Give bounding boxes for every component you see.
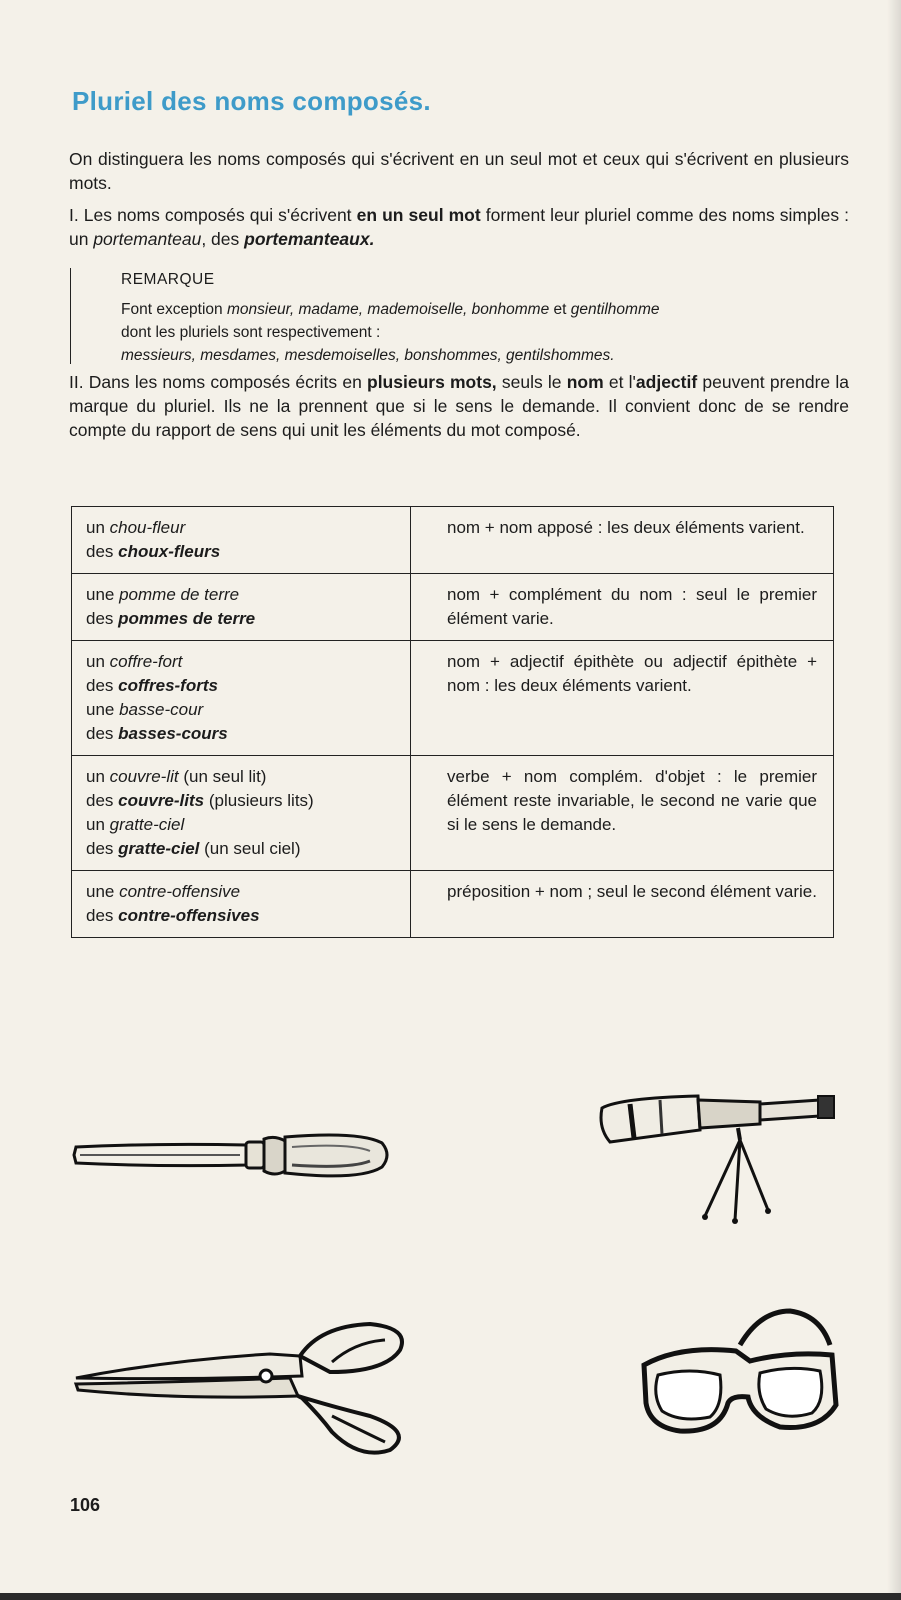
example-line <box>86 607 394 631</box>
section-one-sep: , des <box>201 229 245 249</box>
section-one-example-plural: portemanteaux. <box>244 229 375 249</box>
remark-lead: Font exception <box>121 301 227 318</box>
example-determiner: une <box>86 700 120 719</box>
example-plural-word: coffres-forts <box>118 676 218 695</box>
example-line <box>86 674 394 698</box>
examples-cell <box>72 574 411 641</box>
example-determiner: un <box>86 815 110 834</box>
section-two-mid-2: et l' <box>603 372 636 392</box>
example-determiner: des <box>86 676 119 695</box>
example-line <box>86 813 394 837</box>
example-note: (plusieurs lits) <box>204 791 314 810</box>
example-note: (un seul ciel) <box>199 839 301 858</box>
rule-cell: nom + complément du nom : seul le premier élément varie. <box>411 574 834 641</box>
page-title: Pluriel des noms composés. <box>72 86 431 116</box>
section-two-paragraph <box>69 370 849 442</box>
section-two-bold-2: nom <box>566 372 604 392</box>
rule-cell: préposition + nom ; seul le second élément varie. <box>411 871 834 938</box>
section-two-bold-3: adjectif <box>635 372 698 392</box>
example-determiner: des <box>86 839 119 858</box>
rule-cell: nom + nom apposé : les deux éléments varient. <box>411 507 834 574</box>
section-one-paragraph <box>69 203 849 251</box>
example-plural-word: gratte-ciel <box>118 839 200 858</box>
example-singular-word: couvre-lit <box>109 767 179 786</box>
remark-plurals: messieurs, mesdames, mesdemoiselles, bonshommes, gentilshommes. <box>121 347 615 364</box>
intro-paragraph: On distinguera les noms composés qui s'écrivent en un seul mot et ceux qui s'écrivent en plusieurs mots. <box>69 149 849 193</box>
example-line <box>86 540 394 564</box>
example-line <box>86 765 394 789</box>
table-row <box>72 507 834 574</box>
section-one-lead: I. Les noms composés qui s'écrivent <box>69 205 357 225</box>
example-plural-word: contre-offensives <box>118 906 260 925</box>
example-determiner: des <box>86 791 119 810</box>
example-determiner: une <box>86 585 120 604</box>
glasses-illustration <box>640 1305 850 1445</box>
example-line <box>86 880 394 904</box>
remark-box <box>70 268 848 364</box>
example-line <box>86 650 394 674</box>
example-singular-word: gratte-ciel <box>109 815 185 834</box>
example-plural-word: couvre-lits <box>118 791 205 810</box>
rule-cell: verbe + nom complém. d'objet : le premier élément reste invariable, le second ne varie que si le sens le demande. <box>411 756 834 871</box>
remark-line-2: dont les pluriels sont respectivement : <box>121 324 381 341</box>
example-determiner: un <box>86 518 110 537</box>
remark-exceptions: monsieur, madame, mademoiselle, bonhomme <box>226 301 550 318</box>
example-line <box>86 698 394 722</box>
table-row <box>72 641 834 756</box>
example-determiner: un <box>86 652 110 671</box>
examples-cell <box>72 507 411 574</box>
section-one-mid: forment leur pluriel comme des noms simples : un <box>69 205 850 249</box>
remark-and: et <box>549 301 571 318</box>
remark-line-1 <box>121 298 848 321</box>
examples-cell <box>72 641 411 756</box>
section-one-emphasis: en un seul mot <box>356 205 481 225</box>
rule-cell: nom + adjectif épithète ou adjectif épithète + nom : les deux éléments varient. <box>411 641 834 756</box>
example-plural-word: choux-fleurs <box>118 542 221 561</box>
table-body <box>72 507 834 938</box>
example-singular-word: coffre-fort <box>109 652 183 671</box>
example-determiner: des <box>86 906 119 925</box>
example-plural-word: basses-cours <box>118 724 228 743</box>
remark-title: REMARQUE <box>121 271 215 288</box>
example-note: (un seul lit) <box>178 767 267 786</box>
example-line <box>86 583 394 607</box>
section-one-example-singular: portemanteau <box>93 229 202 249</box>
section-two-mid-1: seuls le <box>496 372 567 392</box>
example-line <box>86 516 394 540</box>
examples-cell <box>72 756 411 871</box>
example-singular-word: contre-offensive <box>119 882 241 901</box>
table-row <box>72 756 834 871</box>
example-determiner: des <box>86 724 119 743</box>
examples-cell <box>72 871 411 938</box>
example-plural-word: pommes de terre <box>118 609 256 628</box>
example-line <box>86 722 394 746</box>
page-number: 106 <box>70 1495 101 1515</box>
example-singular-word: basse-cour <box>119 700 204 719</box>
telescope-illustration <box>590 1088 845 1228</box>
example-determiner: des <box>86 609 119 628</box>
example-determiner: des <box>86 542 119 561</box>
remark-last-exception: gentilhomme <box>570 301 660 318</box>
section-two-rest: peuvent prendre la marque du pluriel. Ils ne la prennent que si le sens le demande. Il convient donc de se rendre compte du rapport de sens qui unit les éléments du mot composé. <box>69 372 849 440</box>
example-line <box>86 789 394 813</box>
page-bottom-band <box>0 1593 901 1600</box>
example-singular-word: chou-fleur <box>109 518 186 537</box>
section-two-bold-1: plusieurs mots, <box>367 372 497 392</box>
example-singular-word: pomme de terre <box>119 585 240 604</box>
chisel-illustration <box>70 1125 390 1185</box>
page-edge-shadow <box>887 0 901 1600</box>
compound-nouns-table <box>71 506 834 938</box>
table-row <box>72 574 834 641</box>
example-determiner: une <box>86 882 120 901</box>
example-determiner: un <box>86 767 110 786</box>
example-line <box>86 904 394 928</box>
table-row <box>72 871 834 938</box>
example-line <box>86 837 394 861</box>
scissors-illustration <box>70 1320 420 1460</box>
section-two-lead: II. Dans les noms composés écrits en <box>69 372 367 392</box>
